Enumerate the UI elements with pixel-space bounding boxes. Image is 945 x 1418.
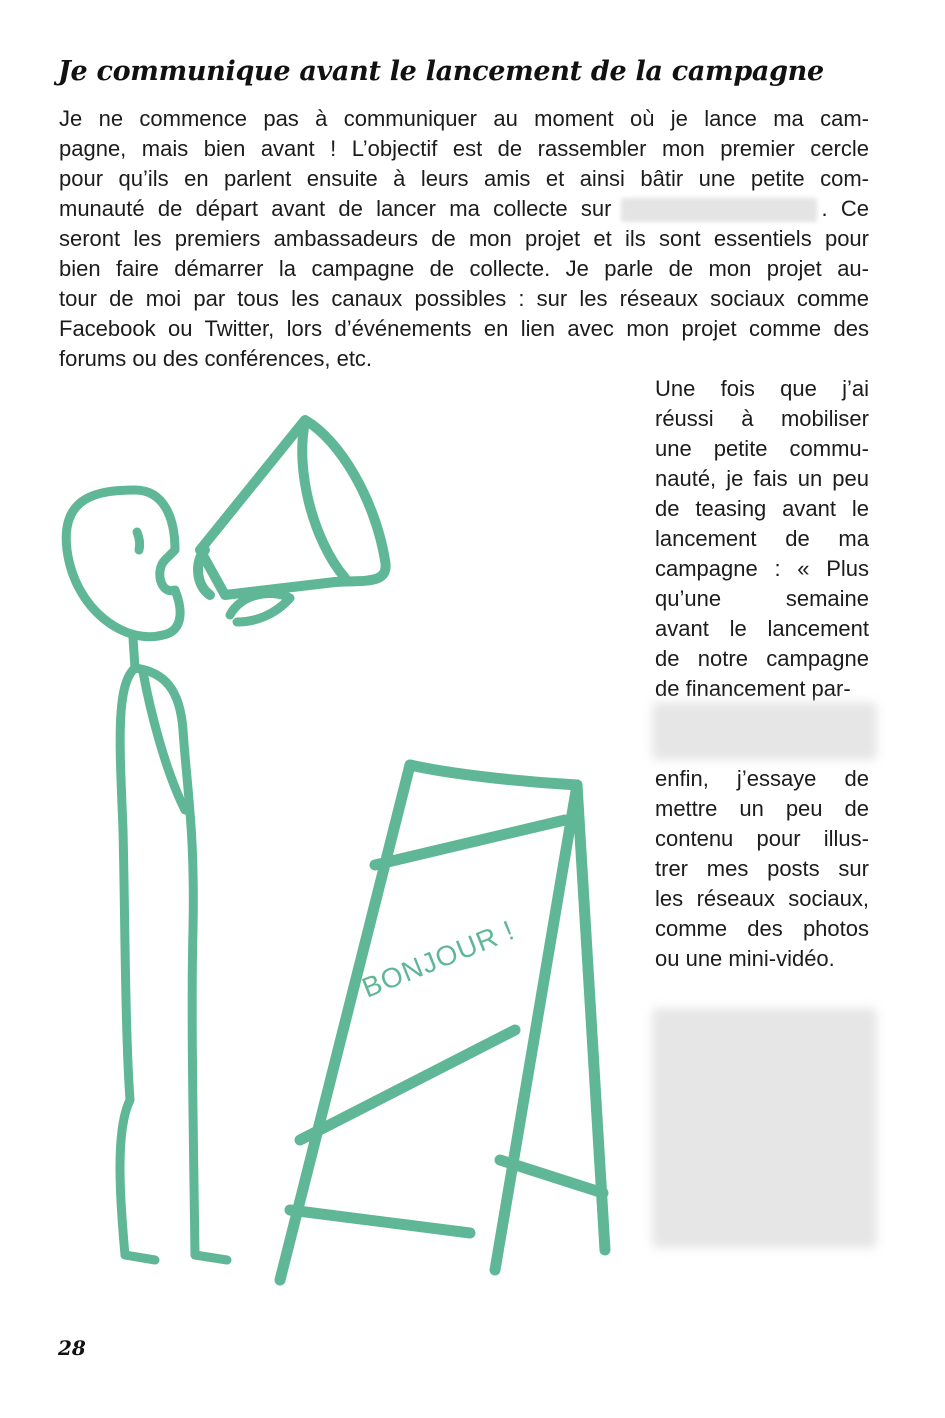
text-line: bien faire démarrer la campagne de collecte. Je parle de mon projet au-: [59, 256, 869, 281]
blurred-text-block: [652, 1008, 877, 1248]
intro-paragraph: [59, 104, 869, 374]
text-line: qu’une semaine: [655, 586, 869, 611]
text-line: comme des photos: [655, 916, 869, 941]
megaphone-cone: [200, 420, 386, 595]
stick-figure-foot: [125, 1255, 155, 1260]
text-line: pagne, mais bien avant ! L’objectif est de rassembler mon premier cercle: [59, 136, 869, 161]
sign-text: BONJOUR !: [357, 914, 519, 1004]
text-line: Une fois que j’ai: [655, 376, 869, 401]
text-line: tour de moi par tous les canaux possibles : sur les réseaux sociaux comme: [59, 286, 869, 311]
text-line: pour qu’ils en parlent ensuite à leurs amis et ainsi bâtir une petite com-: [59, 166, 869, 191]
stick-figure-foot: [195, 1255, 227, 1260]
text-line: de teasing avant le: [655, 496, 869, 521]
text-line: trer mes posts sur: [655, 856, 869, 881]
text-line: réussi à mobiliser: [655, 406, 869, 431]
section-heading: Je communique avant le lancement de la campagne: [58, 56, 824, 87]
stick-figure-torso: [120, 668, 135, 1255]
text-line: lancement de ma: [655, 526, 869, 551]
text-line: forums ou des conférences, etc.: [59, 346, 373, 371]
text-line: Facebook ou Twitter, lors d’événements en lien avec mon projet comme des: [59, 316, 869, 341]
text-line: campagne : « Plus: [655, 556, 869, 581]
text-line: [59, 194, 869, 224]
text-line: Je ne commence pas à communiquer au moment où je lance ma cam-: [59, 106, 869, 131]
text-line: de financement par-: [655, 676, 851, 701]
megaphone-illustration: [55, 410, 645, 1310]
sign-top: [410, 765, 577, 785]
text-line: de notre campagne: [655, 646, 869, 671]
text-line: contenu pour illus-: [655, 826, 869, 851]
sign-inner-right: [495, 785, 577, 1270]
sign-foot-bar: [290, 1210, 470, 1233]
text-line: les réseaux sociaux,: [655, 886, 869, 911]
sign-frame-left: [280, 765, 410, 1280]
text-line: seront les premiers ambassadeurs de mon projet et ils sont essentiels pour: [59, 226, 869, 251]
sign-crossbar-top: [375, 820, 565, 865]
text-line: une petite commu-: [655, 436, 869, 461]
text-segment: . Ce: [821, 196, 869, 221]
text-line: nauté, je fais un peu: [655, 466, 869, 491]
text-line: ou une mini-vidéo.: [655, 946, 835, 971]
text-segment: munauté de départ avant de lancer ma collecte sur: [59, 196, 612, 221]
text-line: avant le lancement: [655, 616, 869, 641]
stick-figure-head: [66, 490, 180, 637]
side-column-text: [655, 374, 869, 974]
text-line: enfin, j’essaye de: [655, 766, 869, 791]
blurred-platform-name: [621, 198, 817, 222]
stick-figure-eye: [137, 532, 140, 550]
blurred-text-block: [652, 702, 877, 760]
stick-figure-neck: [133, 638, 135, 668]
text-line: mettre un peu de: [655, 796, 869, 821]
page-number: 28: [58, 1336, 86, 1360]
